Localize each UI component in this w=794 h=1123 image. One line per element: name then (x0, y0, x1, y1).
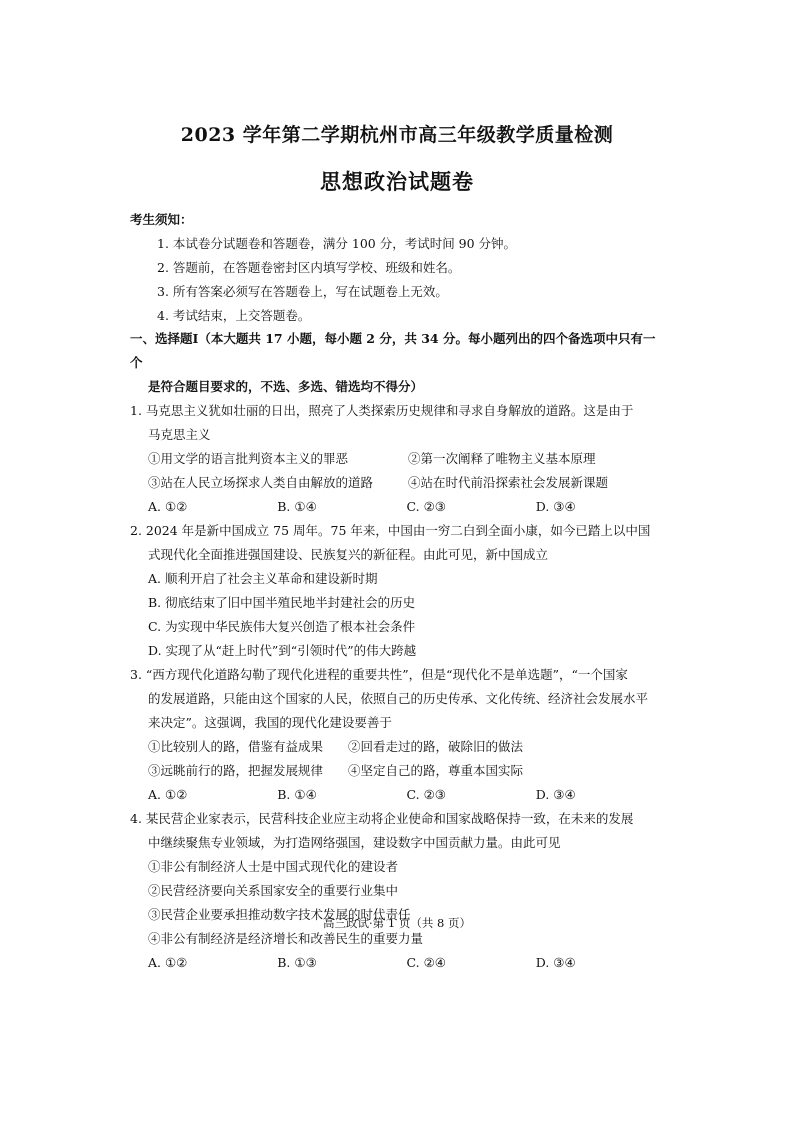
choice: C. ②④ (406, 955, 446, 970)
question-1 (130, 399, 665, 519)
option: ②第一次阐释了唯物主义基本原理 (408, 451, 596, 466)
option: ②回看走过的路，破除旧的做法 (348, 739, 524, 754)
exam-subtitle: 思想政治试题卷 (320, 169, 474, 194)
choice-row (130, 783, 665, 807)
option: ②民营经济要向关系国家安全的重要行业集中 (148, 883, 399, 898)
question-stem: 1. 马克思主义犹如壮丽的日出，照亮了人类探索历史规律和寻求自身解放的道路。这是由于 (130, 403, 634, 418)
choice: A. ①② (148, 499, 188, 514)
question-stem: 中继续聚焦专业领域，为打造网络强国，建设数字中国贡献力量。由此可见 (148, 835, 561, 850)
option-row (130, 735, 665, 759)
option-row (130, 759, 665, 783)
choice: A. ①② (148, 787, 188, 802)
questions-block (130, 327, 665, 975)
option-row (130, 447, 665, 471)
option: ④非公有制经济是经济增长和改善民生的重要力量 (148, 931, 424, 946)
question-stem: 2. 2024 年是新中国成立 75 周年。75 年来，中国由一穷二白到全面小康，如今已踏上以中国 (130, 523, 651, 538)
page-footer: 高三政试·第 1 页（共 8 页） (323, 916, 471, 930)
question-stem: 3. “西方现代化道路勾勒了现代化进程的重要共性”，但是“现代化不是单选题”，“一个国家 (130, 667, 628, 682)
exam-title: 2023 学年第二学期杭州市高三年级教学质量检测 (180, 124, 614, 146)
option: ①非公有制经济人士是中国式现代化的建设者 (148, 859, 399, 874)
notice-heading: 考生须知： (130, 212, 193, 227)
option: ③站在人民立场探求人类自由解放的道路 (148, 475, 374, 490)
question-stem: 马克思主义 (148, 427, 211, 442)
option: ③民营企业要承担推动数字技术发展的时代责任 (148, 907, 411, 922)
option: ①比较别人的路，借鉴有益成果 (148, 739, 324, 754)
option: ④坚定自己的路，尊重本国实际 (348, 763, 524, 778)
section-heading-cont: 是符合题目要求的，不选、多选、错选均不得分） (148, 379, 424, 394)
question-4 (130, 807, 665, 975)
choice: B. ①④ (277, 787, 317, 802)
notice-item: 4. 考试结束，上交答题卷。 (157, 308, 311, 323)
choice: D. ③④ (535, 499, 576, 514)
choice: C. ②③ (406, 499, 446, 514)
option: D. 实现了从“赶上时代”到“引领时代”的伟大跨越 (148, 643, 417, 658)
notice-block (130, 208, 665, 328)
option: B. 彻底结束了旧中国半殖民地半封建社会的历史 (148, 595, 416, 610)
section-heading: 一、选择题Ⅰ（本大题共 17 小题，每小题 2 分，共 34 分。每小题列出的四个备选项中只有一个 (130, 331, 656, 370)
notice-item: 3. 所有答案必须写在答题卷上，写在试题卷上无效。 (157, 284, 448, 299)
choice: B. ①④ (277, 499, 317, 514)
question-stem: 的发展道路，只能由这个国家的人民，依照自己的历史传承、文化传统、经济社会发展水平 (148, 691, 649, 706)
notice-item: 1. 本试卷分试题卷和答题卷，满分 100 分，考试时间 90 分钟。 (157, 236, 517, 251)
option-row (130, 471, 665, 495)
question-stem: 来决定”。这强调，我国的现代化建设要善于 (148, 715, 392, 730)
option: ①用文学的语言批判资本主义的罪恶 (148, 451, 349, 466)
choice-row (130, 951, 665, 975)
option: ③远眺前行的路，把握发展规律 (148, 763, 324, 778)
choice: B. ①③ (277, 955, 317, 970)
question-2 (130, 519, 665, 663)
question-stem: 4. 某民营企业家表示，民营科技企业应主动将企业使命和国家战略保持一致，在未来的发展 (130, 811, 634, 826)
option: ④站在时代前沿探索社会发展新课题 (408, 475, 609, 490)
option: A. 顺利开启了社会主义革命和建设新时期 (148, 571, 378, 586)
choice: A. ①② (148, 955, 188, 970)
notice-item: 2. 答题前，在答题卷密封区内填写学校、班级和姓名。 (157, 260, 461, 275)
question-3 (130, 663, 665, 807)
choice-row (130, 495, 665, 519)
choice: C. ②③ (406, 787, 446, 802)
option: C. 为实现中华民族伟大复兴创造了根本社会条件 (148, 619, 416, 634)
choice: D. ③④ (535, 787, 576, 802)
question-stem: 式现代化全面推进强国建设、民族复兴的新征程。由此可见，新中国成立 (148, 547, 549, 562)
choice: D. ③④ (535, 955, 576, 970)
